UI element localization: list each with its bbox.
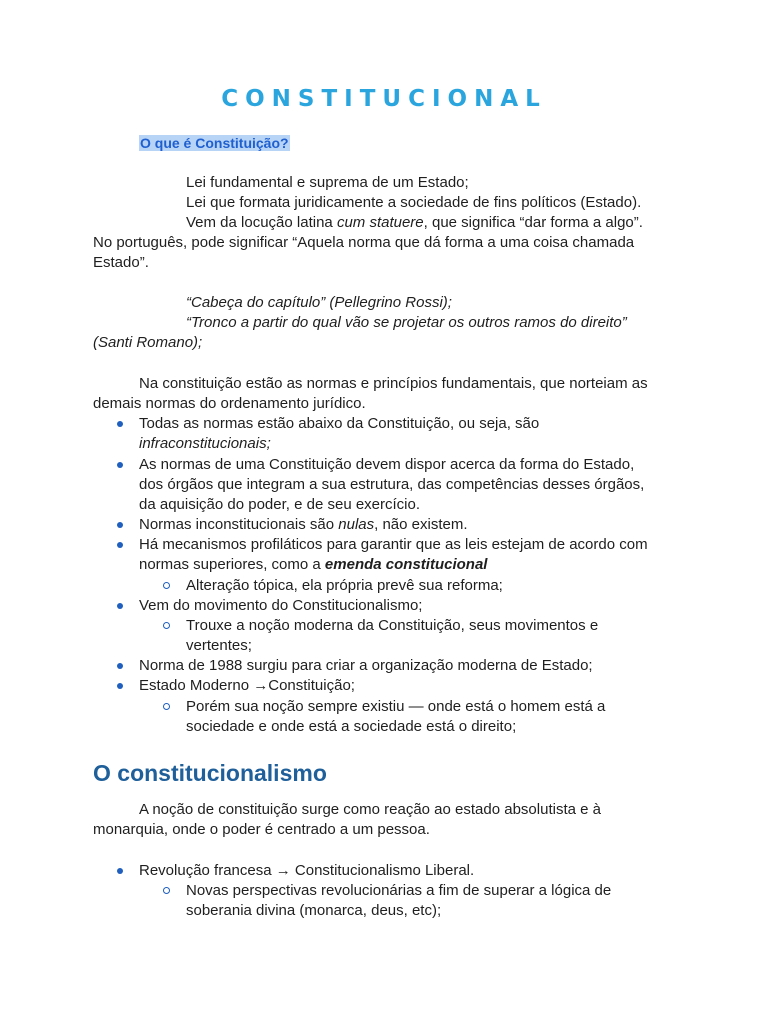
bullet-2-line-1: As normas de uma Constituição devem dispor acerca da forma do Estado,: [139, 456, 635, 473]
question-highlight: O que é Constituição?: [140, 135, 289, 151]
bullet-dot: [117, 603, 123, 609]
bullet-1-italic: infraconstitucionais;: [139, 435, 271, 452]
section-2-paragraph-line-2: monarquia, onde o poder é centrado a um pessoa.: [93, 821, 430, 838]
intro-line-3-post: , que significa “dar forma a algo”.: [423, 214, 643, 231]
sub-bullet-circle: [163, 582, 170, 589]
intro-line-3-latin: cum statuere: [336, 214, 424, 231]
intro-line-4: No português, pode significar “Aquela norma que dá forma a uma coisa chamada: [93, 234, 635, 251]
bullet-1-line-2: [139, 434, 271, 454]
intro-line-2: Lei que formata juridicamente a sociedade de fins políticos (Estado).: [186, 194, 642, 211]
bullet-7: Estado Moderno →Constituição;: [139, 677, 355, 694]
bullet-3-post: , não existem.: [374, 516, 468, 533]
intro-line-1: Lei fundamental e suprema de um Estado;: [186, 174, 469, 191]
paragraph-1-line-2: demais normas do ordenamento jurídico.: [93, 395, 366, 412]
quote-1: [186, 293, 452, 313]
bullet-dot: [117, 462, 123, 468]
bullet-5: Vem do movimento do Constitucionalismo;: [139, 597, 423, 614]
quote-1-text: “Cabeça do capítulo” (Pellegrino Rossi);: [186, 294, 452, 311]
bullet-5-sub-1-line-2: vertentes;: [186, 637, 252, 654]
quote-2-author: [93, 333, 202, 353]
intro-line-5: Estado”.: [93, 254, 149, 271]
intro-line-3: [186, 213, 643, 233]
bullet-dot: [117, 868, 123, 874]
bullet-dot: [117, 542, 123, 548]
sub-bullet-circle: [163, 703, 170, 710]
bullet-1-line-1: Todas as normas estão abaixo da Constituição, ou seja, são: [139, 415, 540, 432]
document-title: CONSTITUCIONAL: [221, 86, 547, 112]
bullet-3-pre: Normas inconstitucionais são: [139, 516, 339, 533]
section-2-paragraph-line-1: A noção de constituição surge como reação ao estado absolutista e à: [139, 801, 601, 818]
bullet-4-bold: emenda constitucional: [324, 556, 488, 573]
sub-bullet-circle: [163, 887, 170, 894]
bullet-dot: [117, 683, 123, 689]
bullet-3: [139, 515, 468, 535]
bullet-dot: [117, 522, 123, 528]
quote-2-text: “Tronco a partir do qual vão se projetar os outros ramos do direito”: [186, 314, 627, 331]
bullet-dot: [117, 663, 123, 669]
bullet-2-line-3: da aquisição do poder, e de seu exercício.: [139, 496, 421, 513]
question-heading: [139, 133, 290, 154]
bullet-2-line-2: dos órgãos que integram a sua estrutura, das competências desses órgãos,: [139, 476, 645, 493]
bullet-4-pre: normas superiores, como a: [139, 556, 325, 573]
bullet-7-sub-1-line-1: Porém sua noção sempre existiu — onde está o homem está a: [186, 698, 606, 715]
bullet-4-sub-1: Alteração tópica, ela própria prevê sua reforma;: [186, 577, 503, 594]
section-2-sub-1-line-2: soberania divina (monarca, deus, etc);: [186, 902, 442, 919]
bullet-5-sub-1-line-1: Trouxe a noção moderna da Constituição, seus movimentos e: [186, 617, 599, 634]
bullet-4-line-1: Há mecanismos profiláticos para garantir que as leis estejam de acordo com: [139, 536, 648, 553]
bullet-4-line-2: [139, 555, 487, 575]
quote-2-author-text: (Santi Romano);: [93, 334, 203, 351]
section-heading: O constitucionalismo: [93, 760, 327, 786]
intro-line-3-pre: Vem da locução latina: [186, 214, 337, 231]
bullet-3-italic: nulas: [338, 516, 375, 533]
quote-2: [186, 313, 627, 333]
paragraph-1-line-1: Na constituição estão as normas e princípios fundamentais, que norteiam as: [139, 375, 648, 392]
section-2-sub-1-line-1: Novas perspectivas revolucionárias a fim de superar a lógica de: [186, 882, 612, 899]
bullet-dot: [117, 421, 123, 427]
bullet-7-sub-1-line-2: sociedade e onde está a sociedade está o direito;: [186, 718, 517, 735]
bullet-6: Norma de 1988 surgiu para criar a organização moderna de Estado;: [139, 657, 593, 674]
section-2-bullet-1: Revolução francesa → Constitucionalismo Liberal.: [139, 862, 475, 879]
sub-bullet-circle: [163, 622, 170, 629]
